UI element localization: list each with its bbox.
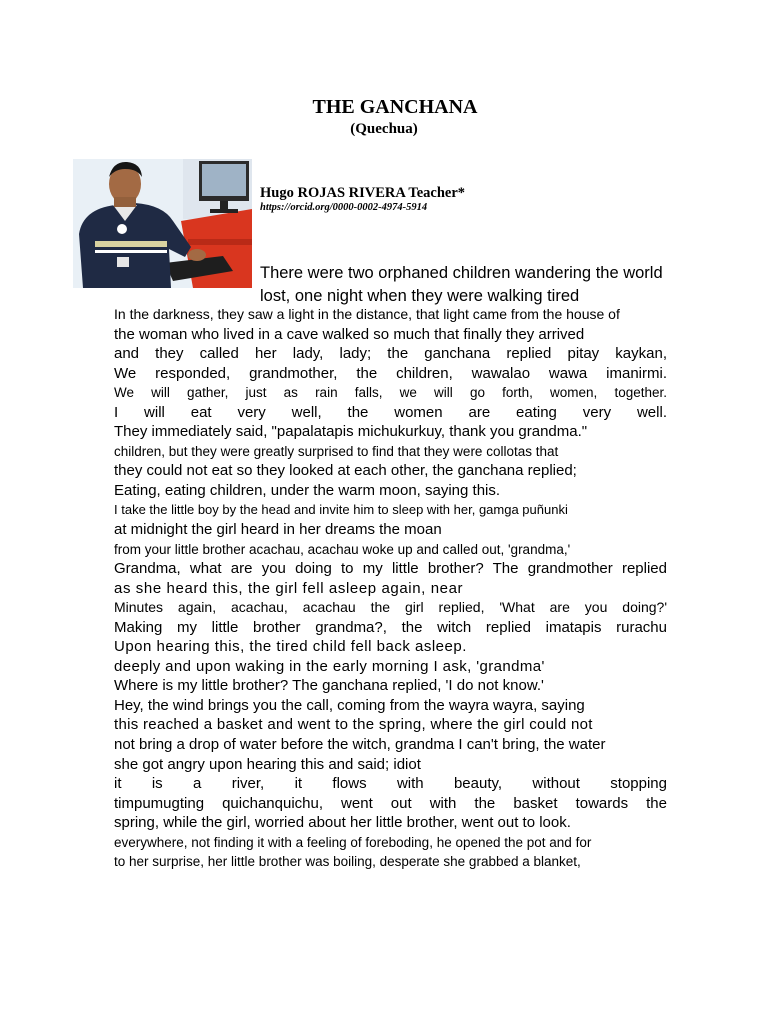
story-line: I will eat very well, the women are eating very well. xyxy=(114,403,667,421)
intro-line: lost, one night when they were walking tired xyxy=(260,287,580,305)
story-line: deeply and upon waking in the early morning I ask, 'grandma' xyxy=(114,657,545,675)
story-line: Where is my little brother? The ganchana replied, 'I do not know.' xyxy=(114,677,544,695)
story-line: the woman who lived in a cave walked so much that finally they arrived xyxy=(114,325,585,343)
story-line: it is a river, it flows with beauty, without stopping xyxy=(114,775,667,793)
story-line: everywhere, not finding it with a feeling of foreboding, he opened the pot and for xyxy=(114,834,592,850)
story-line: spring, while the girl, worried about her little brother, went out to look. xyxy=(114,814,571,832)
story-line: timpumugting quichanquichu, went out with the basket towards the xyxy=(114,794,667,812)
story-line: They immediately said, "papalatapis michukurkuy, thank you grandma." xyxy=(114,423,588,441)
author-orcid: https://orcid.org/0000-0002-4974-5914 xyxy=(260,202,428,213)
story-line: and they called her lady, lady; the ganchana replied pitay kaykan, xyxy=(114,345,667,363)
story-line: I take the little boy by the head and invite him to sleep with her, gamga puñunki xyxy=(114,502,568,518)
story-line: they could not eat so they looked at each other, the ganchana replied; xyxy=(114,462,577,480)
story-line: We will gather, just as rain falls, we will go forth, women, together. xyxy=(114,385,667,401)
story-line: Upon hearing this, the tired child fell back asleep. xyxy=(114,638,467,656)
author-name: Hugo ROJAS RIVERA Teacher* xyxy=(260,185,466,201)
story-line: this reached a basket and went to the spring, where the girl could not xyxy=(114,716,593,734)
intro-line: There were two orphaned children wandering the world xyxy=(260,264,663,282)
story-line: to her surprise, her little brother was boiling, desperate she grabbed a blanket, xyxy=(114,854,581,870)
story-line: at midnight the girl heard in her dreams the moan xyxy=(114,521,442,539)
story-line: not bring a drop of water before the witch, grandma I can't bring, the water xyxy=(114,736,606,754)
document-title: THE GANCHANA xyxy=(312,96,478,118)
story-line: In the darkness, they saw a light in the distance, that light came from the house of xyxy=(114,306,620,322)
author-photo xyxy=(73,159,252,288)
story-line: from your little brother acachau, acachau woke up and called out, 'grandma,' xyxy=(114,541,571,557)
story-line: Making my little brother grandma?, the witch replied imatapis rurachu xyxy=(114,618,667,636)
story-body xyxy=(114,305,667,872)
story-line: as she heard this, the girl fell asleep again, near xyxy=(114,579,464,597)
story-line: We responded, grandmother, the children, wawalao wawa imanirmi. xyxy=(114,364,667,382)
story-line: children, but they were greatly surprised to find that they were collotas that xyxy=(114,443,559,459)
story-line: Grandma, what are you doing to my little brother? The grandmother replied xyxy=(114,560,667,578)
story-line: she got angry upon hearing this and said; idiot xyxy=(114,755,421,773)
story-line: Hey, the wind brings you the call, coming from the wayra wayra, saying xyxy=(114,696,585,714)
document-subtitle: (Quechua) xyxy=(350,121,418,137)
story-line: Minutes again, acachau, acachau the girl replied, 'What are you doing?' xyxy=(114,599,667,616)
story-line: Eating, eating children, under the warm moon, saying this. xyxy=(114,481,501,499)
